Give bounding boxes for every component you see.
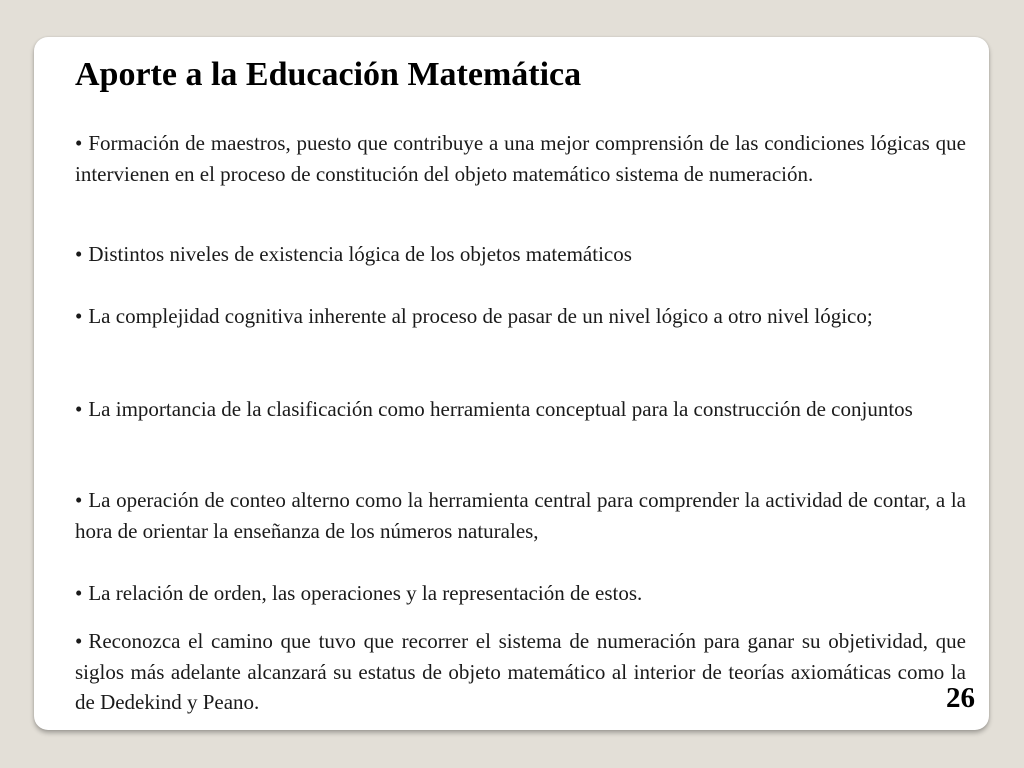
bullet-icon: • bbox=[75, 131, 83, 155]
slide-title: Aporte a la Educación Matemática bbox=[75, 56, 582, 93]
bullet-item-cognitive-complexity bbox=[75, 301, 966, 332]
bullet-text: Formación de maestros, puesto que contribuye a una mejor comprensión de las condiciones lógicas que intervienen en el proceso de constitución del objeto matemático sistema de numeración. bbox=[75, 131, 966, 186]
bullet-icon: • bbox=[75, 629, 83, 653]
bullet-item-numeration-path bbox=[75, 626, 966, 718]
bullet-text: La importancia de la clasificación como herramienta conceptual para la construcción de conjuntos bbox=[88, 397, 913, 421]
bullet-icon: • bbox=[75, 397, 83, 421]
bullet-icon: • bbox=[75, 304, 83, 328]
bullet-item-counting-operation bbox=[75, 485, 966, 546]
bullet-text: La complejidad cognitiva inherente al proceso de pasar de un nivel lógico a otro nivel lógico; bbox=[88, 304, 873, 328]
bullet-icon: • bbox=[75, 488, 83, 512]
bullet-item-classification bbox=[75, 394, 966, 425]
bullet-text: La relación de orden, las operaciones y la representación de estos. bbox=[88, 581, 643, 605]
bullet-icon: • bbox=[75, 242, 83, 266]
page-number: 26 bbox=[946, 682, 975, 714]
bullet-icon: • bbox=[75, 581, 83, 605]
bullet-text: Reconozca el camino que tuvo que recorrer el sistema de numeración para ganar su objetividad, que siglos más adelante alcanzará su estatus de objeto matemático al interior de teorías axiomáticas como la de Dedekind y Peano. bbox=[75, 629, 966, 714]
bullet-text: Distintos niveles de existencia lógica de los objetos matemáticos bbox=[88, 242, 632, 266]
bullet-item-teacher-training bbox=[75, 128, 966, 189]
bullet-text: La operación de conteo alterno como la herramienta central para comprender la actividad de contar, a la hora de orientar la enseñanza de los números naturales, bbox=[75, 488, 966, 543]
slide-card bbox=[34, 37, 989, 730]
bullet-item-order-relation bbox=[75, 578, 966, 609]
bullet-item-logical-levels bbox=[75, 239, 966, 270]
